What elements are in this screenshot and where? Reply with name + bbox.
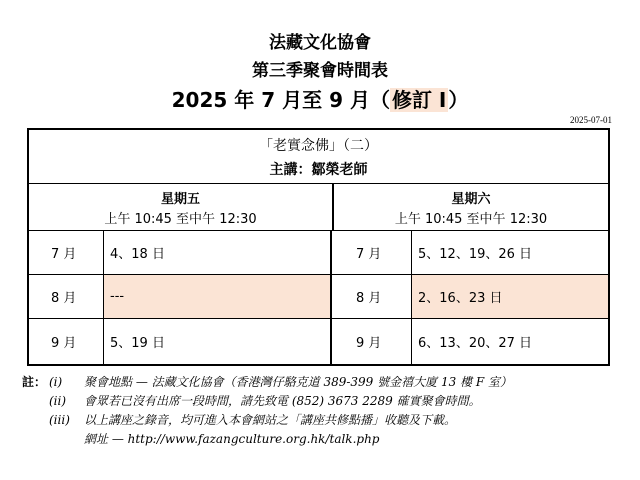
days-cell: ---: [104, 275, 332, 318]
note-number: (iii): [49, 413, 70, 427]
notes-label: 註：: [22, 375, 47, 389]
period-title: [0, 84, 640, 113]
note-text: 聚會地點 — 法藏文化協會（香港灣仔駱克道 389-399 號金禧大廈 13 樓 F 室）: [84, 375, 512, 389]
note-text: 以上講座之錄音，均可進入本會網站之「講座共修點播」收聽及下載。: [84, 413, 457, 427]
column-time: 上午 10:45 至中午 12:30: [104, 212, 257, 227]
month-cell: 8 月: [29, 275, 104, 318]
note-text: 會眾若已沒有出席一段時間，請先致電 (852) 3673 2289 確實聚會時間。: [84, 394, 481, 408]
column-time: 上午 10:45 至中午 12:30: [394, 212, 548, 227]
speaker: 主講：鄒榮老師: [269, 162, 368, 178]
note-number: (ii): [49, 394, 67, 408]
session-header: [29, 130, 608, 184]
days-cell: 4、18 日: [104, 231, 332, 274]
schedule-table: [27, 128, 610, 366]
note-item: [22, 373, 622, 392]
notes-section: [22, 373, 622, 449]
session-title: 「老實念佛」（二）: [259, 138, 378, 154]
revision-badge: 修訂 I: [391, 88, 447, 112]
days-cell: 5、12、19、26 日: [418, 247, 533, 262]
org-title: 法藏文化協會: [269, 33, 371, 53]
issue-date: 2025-07-01: [570, 115, 612, 125]
period-text: 2025 年 7 月至 9 月（: [171, 88, 390, 112]
month-cell: 9 月: [334, 319, 412, 364]
month-cell: 7 月: [29, 231, 104, 274]
month-cell: 9 月: [29, 319, 104, 364]
table-row: [29, 231, 608, 275]
column-header-friday: [29, 183, 334, 231]
days-cell: 2、16、23 日: [412, 275, 608, 318]
website-url[interactable]: 網址 — http://www.fazangculture.org.hk/talk.php: [84, 432, 380, 446]
note-item: [22, 392, 622, 411]
schedule-subtitle: 第三季聚會時間表: [252, 61, 388, 81]
column-header-saturday: [334, 183, 608, 231]
days-cell: 6、13、20、27 日: [418, 336, 533, 351]
note-number: (i): [49, 375, 63, 389]
note-url-row: [22, 430, 622, 449]
table-row: [29, 275, 608, 319]
column-day: 星期五: [160, 192, 200, 207]
column-day: 星期六: [451, 192, 491, 207]
table-row: [29, 319, 608, 364]
month-cell: 8 月: [334, 275, 412, 318]
period-close: ）: [448, 88, 469, 112]
note-item: [22, 411, 622, 430]
days-cell: 5、19 日: [104, 319, 332, 364]
month-cell: 7 月: [334, 231, 412, 274]
